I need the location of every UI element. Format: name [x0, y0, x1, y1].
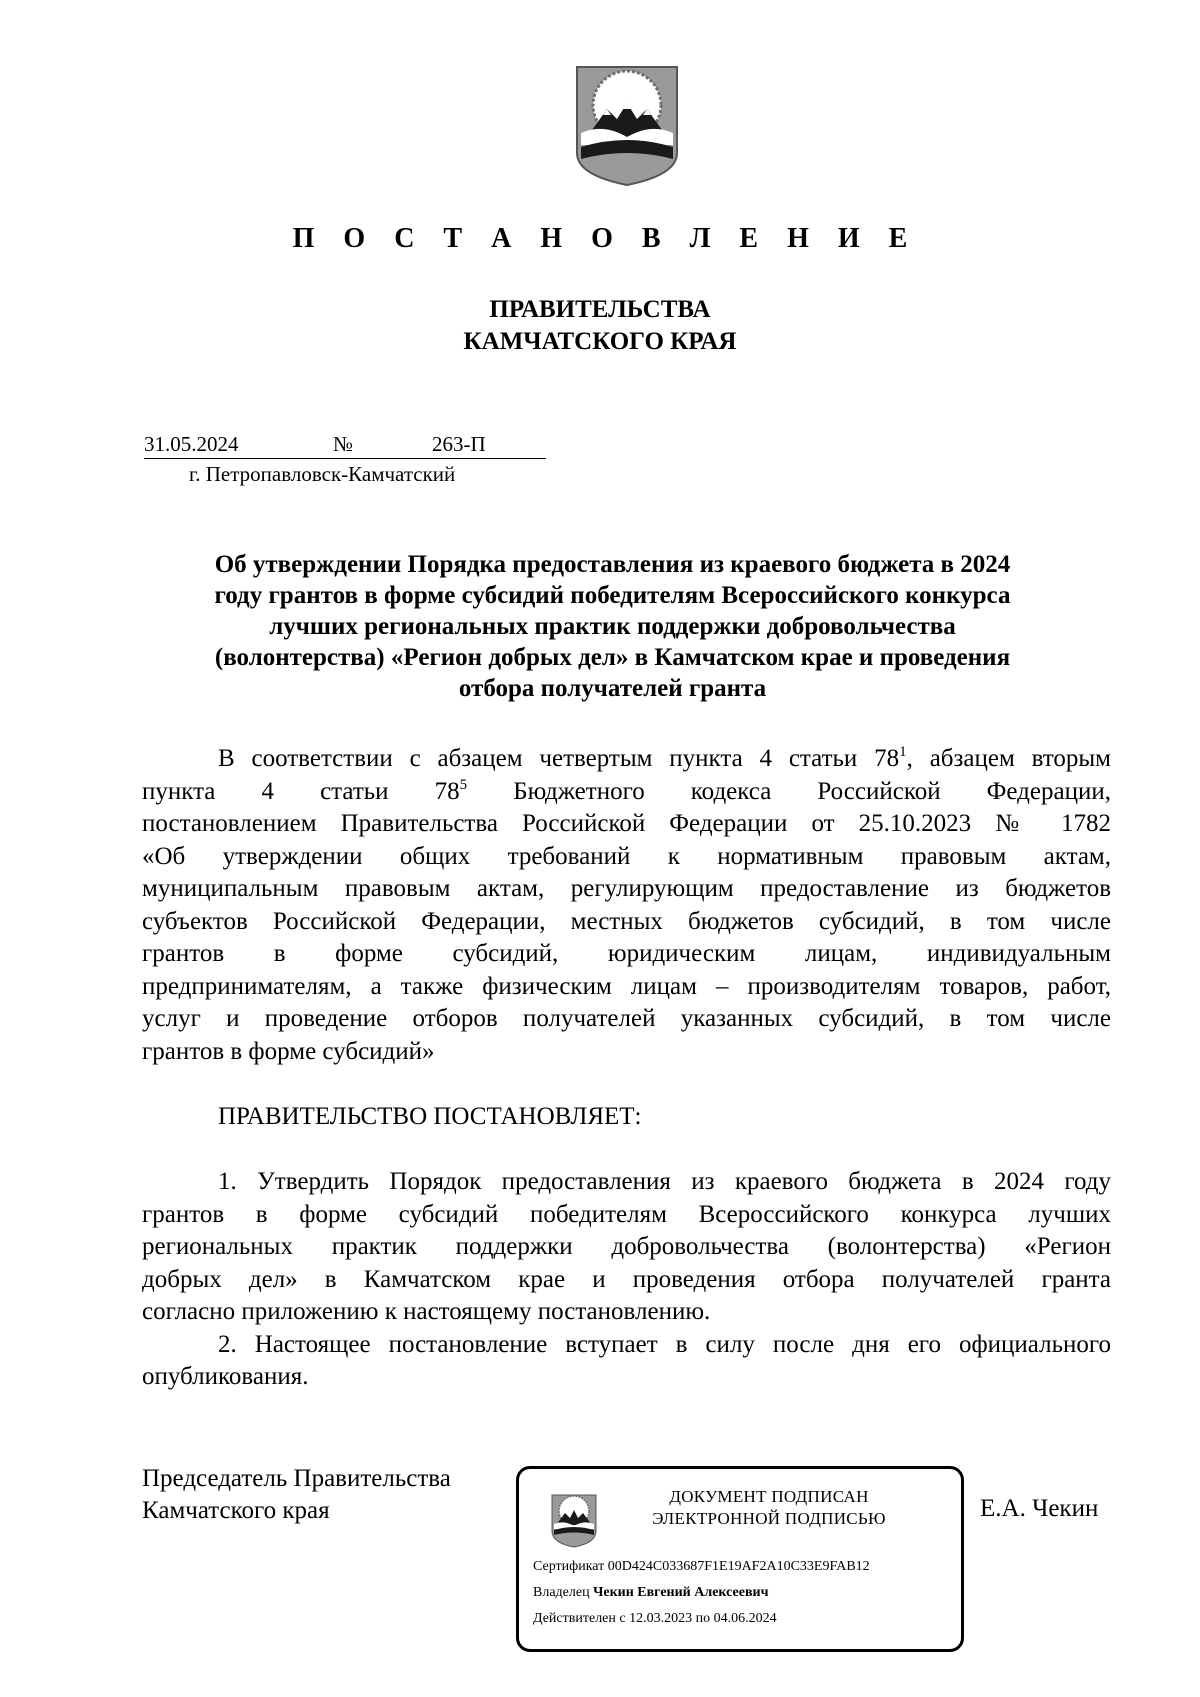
validity-from: 12.03.2023 [629, 1611, 693, 1626]
certificate-label: Сертификат [533, 1559, 605, 1574]
clause-1-line: грантов в форме субсидий победителям Всероссийского конкурса лучших [142, 1200, 1111, 1228]
document-subject [144, 549, 1081, 704]
stamp-owner-row [533, 1585, 768, 1601]
preamble-line: постановлением Правительства Российской Федерации от 25.10.2023 № 1782 [142, 810, 1111, 837]
registration-number: 263-П [432, 432, 486, 456]
clause-2-line: 2. Настоящее постановление вступает в силу после дня его официального [218, 1330, 1111, 1358]
signer-name: Е.А. Чекин [980, 1495, 1099, 1522]
preamble-line: грантов в форме субсидий, юридическим лицам, индивидуальным [142, 940, 1111, 967]
issuing-authority [0, 294, 1200, 358]
owner-label: Владелец [533, 1585, 590, 1600]
issue-city: г. Петропавловск-Камчатский [189, 462, 456, 486]
subject-line: году грантов в форме субсидий победителям Всероссийского конкурса [214, 582, 1011, 609]
authority-line-1: ПРАВИТЕЛЬСТВА [489, 296, 711, 323]
preamble-line: услуг и проведение отборов получателей указанных субсидий, в том числе [142, 1005, 1111, 1032]
validity-to-label: по [695, 1611, 711, 1626]
registration-number-label: № [333, 432, 354, 456]
authority-line-2: КАМЧАТСКОГО КРАЯ [463, 328, 737, 355]
signer-position-line: Председатель Правительства [142, 1465, 451, 1492]
kamchatka-coat-of-arms-emblem [573, 63, 681, 189]
subject-line: отбора получателей гранта [458, 675, 767, 702]
validity-label: Действителен с [533, 1611, 626, 1626]
clause-1-line: региональных практик поддержки добровольчества (волонтерства) «Регион [142, 1233, 1111, 1260]
certificate-value: 00D424C033687F1E19AF2A10C33E9FAB12 [607, 1559, 870, 1574]
clause-1-line: добрых дел» в Камчатском крае и проведения отбора получателей гранта [142, 1265, 1111, 1293]
stamp-validity-row [533, 1611, 777, 1627]
stamp-title-line: ДОКУМЕНТ ПОДПИСАН [669, 1487, 869, 1506]
preamble-line: В соответствии с абзацем четвертым пункта 4 статьи $78^1$, абзацем вторым [218, 744, 1111, 772]
clause-1-line: согласно приложению к настоящему постановлению. [142, 1298, 711, 1325]
preamble-line: «Об утверждении общих требований к нормативным правовым актам, [142, 842, 1111, 870]
preamble-line: грантов в форме субсидий» [142, 1037, 435, 1065]
electronic-signature-stamp [516, 1466, 964, 1652]
signer-position-line: Камчатского края [142, 1497, 330, 1524]
subject-line: лучших региональных практик поддержки добровольчества [269, 613, 956, 640]
preamble-line: пункта 4 статьи $78^5$ Бюджетного кодекса Российской Федерации, [142, 776, 1111, 805]
stamp-emblem-icon [550, 1493, 598, 1549]
owner-value: Чекин Евгений Алексеевич [593, 1585, 769, 1600]
stamp-title-line: ЭЛЕКТРОННОЙ ПОДПИСЬЮ [652, 1509, 886, 1528]
preamble-line: предпринимателям, а также физическим лицам – производителям товаров, работ, [142, 972, 1111, 1000]
resolution-clauses [142, 1166, 1111, 1394]
preamble-line: субъектов Российской Федерации, местных бюджетов субсидий, в том числе [142, 907, 1111, 935]
subject-line: (волонтерства) «Регион добрых дел» в Камчатском крае и проведения [214, 644, 1011, 671]
stamp-certificate-row [533, 1559, 870, 1575]
document-type-title: П О С Т А Н О В Л Е Н И Е [292, 223, 919, 254]
preamble-line: муниципальным правовым актам, регулирующим предоставление из бюджетов [142, 875, 1111, 902]
resolution-heading: ПРАВИТЕЛЬСТВО ПОСТАНОВЛЯЕТ: [218, 1103, 642, 1130]
registration-underline [144, 458, 546, 459]
stamp-title [614, 1486, 924, 1530]
signer-position [142, 1463, 451, 1527]
preamble-paragraph [142, 743, 1111, 1068]
subject-line: Об утверждении Порядка предоставления из краевого бюджета в 2024 [214, 551, 1011, 578]
registration-date: 31.05.2024 [144, 432, 239, 456]
clause-2-line: опубликования. [142, 1363, 309, 1390]
validity-to: 04.06.2024 [713, 1611, 777, 1626]
clause-1-line: 1. Утвердить Порядок предоставления из краевого бюджета в 2024 году [218, 1168, 1111, 1195]
